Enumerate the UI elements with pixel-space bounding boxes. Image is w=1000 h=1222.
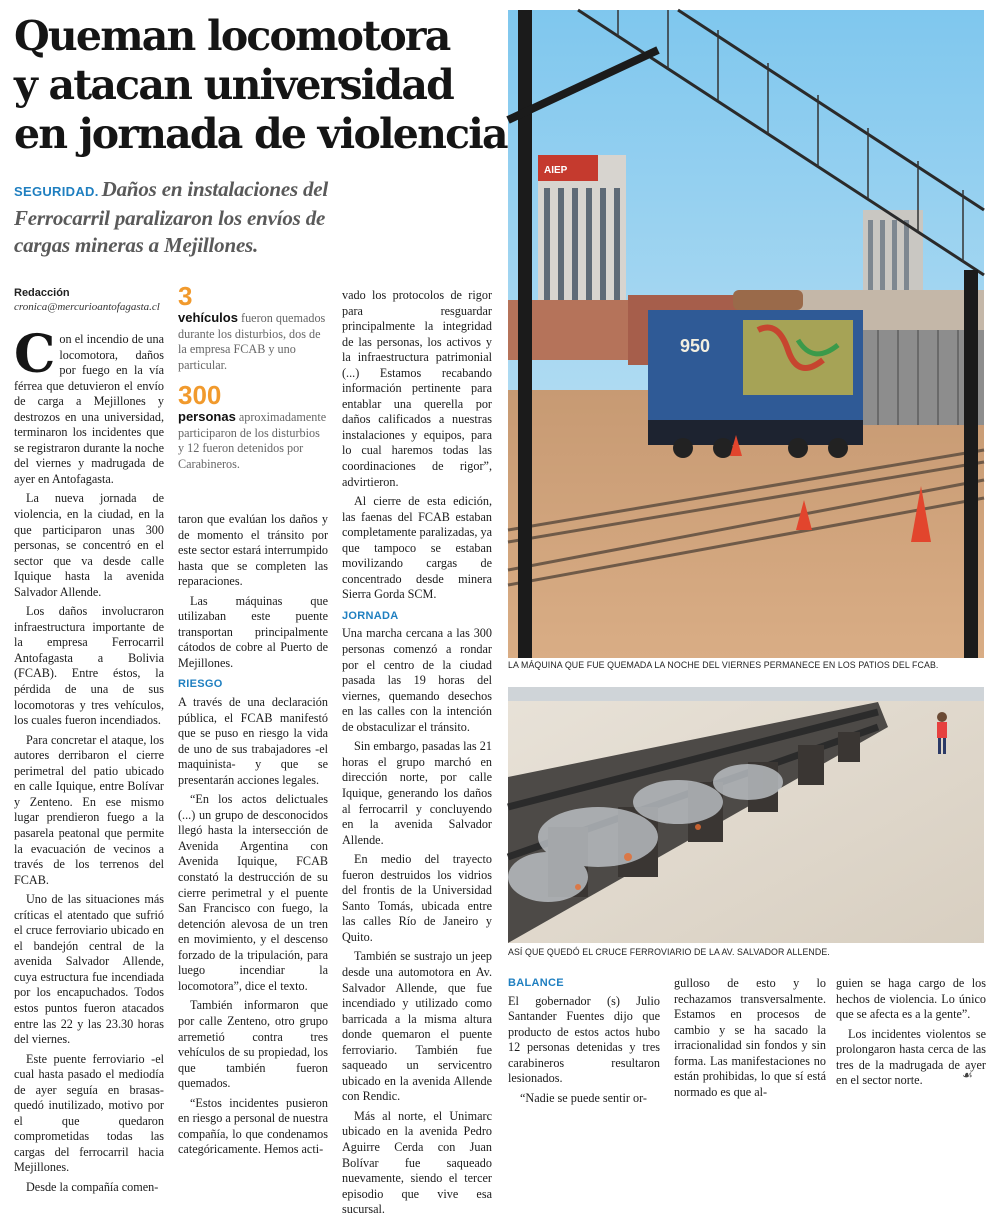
paragraph: gulloso de esto y lo rechazamos transversalmente. Estamos en procesos de cambio y se ha sacado la irracionalidad sin fondos y sin forma. Las manifestaciones no están prohibidas, lo que sí está normado es que al- — [674, 976, 826, 1099]
deck-line: cargas mineras a Mejillones. — [14, 233, 259, 257]
section-heading: JORNADA — [342, 609, 399, 622]
balance-column-2 — [674, 976, 826, 1104]
paragraph: “Nadie se puede sentir or- — [520, 1090, 647, 1105]
paragraph: A través de una declaración pública, el FCAB manifestó que se puso en riesgo la vida de uno de sus trabajadores -el maquinista- y que se presentarán acciones legales. — [178, 695, 328, 787]
lead-paragraph: Con el incendio de una locomotora, daños por fuego en la vía férrea que detuvieron el envío de carga a Mejillones y destrozos en una universidad, terminaron los incidentes que se registraron durante la noche del viernes y madrugada de ayer en Antofagasta. — [14, 324, 164, 486]
balance-column-1 — [508, 976, 660, 1110]
paragraph: En medio del trayecto fueron destruidos los vidrios del frontis de la Universidad Santo Tomás, ubicada entre las calles Río de Janeiro y Quito. — [342, 852, 492, 944]
fact-label: vehículos — [178, 310, 238, 325]
paragraph: Una marcha cercana a las 300 personas comenzó a rondar por el centro de la ciudad pasada las 19 horas del viernes, quemando desechos en las calles con la intención de obstaculizar el tránsito. — [342, 626, 492, 734]
paragraph: “En los actos delictuales (...) un grupo de desconocidos llegó hasta la intersección de Avenida Argentina con Avenida Iquique, FCAB constató la destrucción de su cierre perimetral y el puente San Francisco con fuego, la detención alevosa de un tren en movimiento, y el descenso forzado de la tripulación, para luego incendiar la locomotora”, dice el texto. — [178, 792, 328, 993]
deck — [14, 176, 504, 259]
byline-author: Redacción — [14, 287, 70, 299]
locomotive-photo — [508, 10, 984, 658]
paragraph: Sin embargo, pasadas las 21 horas el grupo marchó en dirección norte, por calle Iquique, generando los daños al ferrocarril y concluyendo en la avenida Salvador Allende. — [342, 739, 492, 847]
fact-text: aproximadamente participaron de los disturbios y 12 fueron detenidos por Carabineros. — [178, 410, 327, 471]
paragraph: Las máquinas que utilizaban este puente transportan principalmente cátodos de cobre al Puerto de Mejillones. — [178, 593, 328, 670]
rail-crossing-photo — [508, 687, 984, 943]
photo-caption: LA MÁQUINA QUE FUE QUEMADA LA NOCHE DEL VIERNES PERMANECE EN LOS PATIOS DEL FCAB. — [508, 660, 939, 670]
paragraph: Los daños involucraron infraestructura importante de la empresa Ferrocarril Antofagasta a Bolivia (FCAB). Entre éstos, la pérdida de una de sus locomotoras y tres vehículos, los cuales fueron incendiados. — [14, 604, 164, 728]
paragraph: La nueva jornada de violencia, en la ciudad, en la que participaron unas 300 personas, se concentró en el sector que va desde calle Iquique hasta la avenida Salvador Allende. — [14, 491, 164, 599]
paragraph: También se sustrajo un jeep desde una automotora en Av. Salvador Allende, que fue incendiado y utilizado como barricada a la misma altura donde quemaron el puente ferroviario. También fue saqueado un servicentro ubicado en la avenida Allende con Rendic. — [342, 949, 492, 1104]
byline — [14, 286, 164, 314]
facts-box — [178, 282, 328, 472]
section-heading: BALANCE — [508, 977, 564, 989]
deck-line: Ferrocarril paralizaron los envíos de — [14, 206, 326, 230]
paragraph: El gobernador (s) Julio Santander Fuentes dijo que producto de estos actos hubo 12 personas detenidas y tres carabineros resultaron lesionados. — [508, 993, 660, 1086]
headline — [14, 12, 507, 159]
headline-line: y atacan universidad — [14, 61, 454, 109]
paragraph: Para concretar el ataque, los autores derribaron el cierre perimetral del patio ubicado en calle Iquique, entre Bolívar y Zenteno. En ese mismo lugar prendieron fuego a la pasarela peatonal que permite la evacuación de vecinos a través de los terrenos del FCAB. — [14, 732, 164, 887]
billboard-text: AIEP — [544, 165, 568, 176]
column-3 — [342, 288, 492, 1222]
headline-line: Queman locomotora — [14, 12, 450, 60]
fact-number: 300 — [178, 380, 222, 411]
paragraph: “Estos incidentes pusieron en riesgo a personal de nuestra compañía, lo que condenamos categóricamente. Hemos acti- — [178, 1095, 328, 1157]
headline-line: en jornada de violencia — [14, 110, 507, 158]
dropcap: C — [14, 324, 56, 385]
deck-line: Daños en instalaciones del — [101, 177, 329, 201]
kicker: SEGURIDAD. — [14, 184, 99, 199]
fact-number: 3 — [178, 281, 193, 311]
paragraph: También informaron que por calle Zenteno, otro grupo arremetió contra tres vehículos de su propiedad, los que también fueron quemados. — [178, 998, 328, 1091]
paragraph: Este puente ferroviario -el cual hasta pasado el mediodía de ayer seguía en brasas- quedó inutilizado, motivo por el que quedaron comprometidas todas las cargas del ferrocarril hacia Mejillones. — [14, 1051, 164, 1175]
paragraph: vado los protocolos de rigor para resguardar principalmente la integridad de las personas, los activos y la infraestructura patrimonial (...) Estamos recabando información pertinente para entablar una querella por daños calificados a nuestras instalaciones y equipos, para lo cual haremos todas las coordinaciones de rigor”, advirtieron. — [342, 288, 492, 489]
fact-item — [178, 282, 328, 373]
paragraph: Al cierre de esta edición, las faenas del FCAB estaban completamente paralizadas, ya que tampoco se estaban movilizando cargas de concentrado desde minera Sierra Gorda SCM. — [342, 494, 492, 602]
photo-caption: ASÍ QUE QUEDÓ EL CRUCE FERROVIARIO DE LA AV. SALVADOR ALLENDE. — [508, 947, 830, 957]
column-1 — [14, 286, 164, 1200]
paragraph: guien se haga cargo de los hechos de violencia. Lo único que se afecta es a la gente”. — [836, 976, 986, 1022]
end-mark-icon: ☙ — [962, 1068, 973, 1082]
paragraph: Más al norte, el Unimarc ubicado en la avenida Pedro Aguirre Cerda con Juan Bolívar fue saqueado nuevamente, siendo el tercer episodio que vive esa sucursal. — [342, 1108, 492, 1217]
locomotive-number: 950 — [680, 336, 711, 356]
fact-item — [178, 381, 328, 472]
section-heading: RIESGO — [178, 678, 223, 691]
paragraph: Uno de las situaciones más críticas el atentado que sufrió el cruce ferroviario ubicado en el bandejón central de la avenida Salvador Allende, cuya estructura fue incendiada por los encapuchados. Todos estos puntos fueron atacados entre las 22 y las 23.30 horas del viernes. — [14, 892, 164, 1047]
column-2 — [178, 512, 328, 1162]
paragraph: taron que evalúan los daños y de momento el tránsito por este sector estará interrumpido hasta que se completen las reparaciones. — [178, 512, 328, 589]
paragraph: Desde la compañía comen- — [26, 1179, 159, 1194]
fact-label: personas — [178, 409, 236, 425]
fact-text: fueron quemados durante los disturbios, dos de la empresa FCAB y uno particular. — [178, 311, 326, 372]
byline-email[interactable]: cronica@mercurioantofagasta.cl — [14, 301, 160, 313]
paragraph: Los incidentes violentos se prolongaron hasta cerca de las tres de la madrugada de ayer en el sector norte. — [836, 1026, 986, 1088]
